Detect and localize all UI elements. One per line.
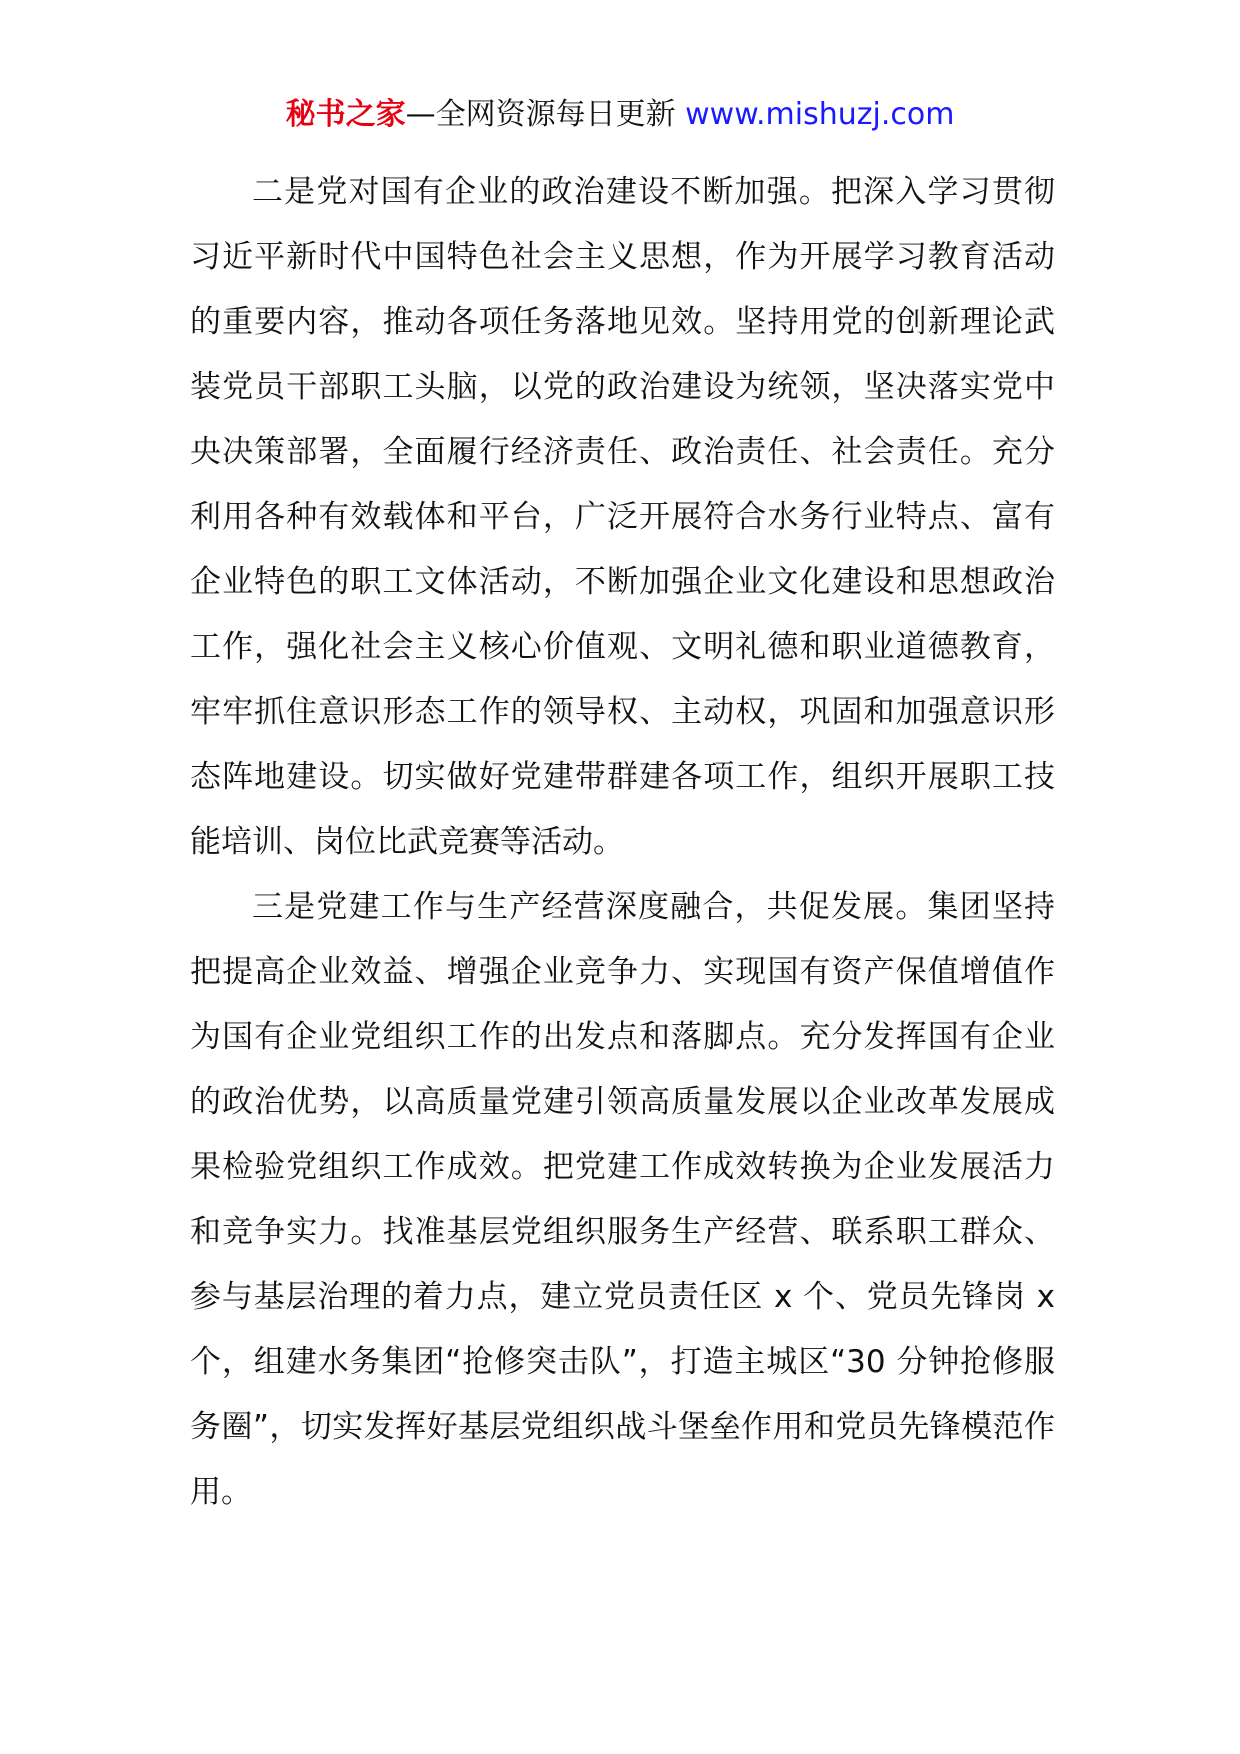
header-url[interactable]: www.mishuzj.com [685, 97, 955, 132]
page-header [0, 95, 1240, 135]
document-body [190, 160, 1055, 1525]
header-tagline: —全网资源每日更新 [405, 97, 686, 132]
brand-name: 秘书之家 [285, 97, 406, 132]
paragraph: 二是党对国有企业的政治建设不断加强。把深入学习贯彻习近平新时代中国特色社会主义思想，作为开展学习教育活动的重要内容，推动各项任务落地见效。坚持用党的创新理论武装党员干部职工头脑，以党的政治建设为统领，坚决落实党中央决策部署，全面履行经济责任、政治责任、社会责任。充分利用各种有效载体和平台，广泛开展符合水务行业特点、富有企业特色的职工文体活动，不断加强企业文化建设和思想政治工作，强化社会主义核心价值观、文明礼德和职业道德教育，牢牢抓住意识形态工作的领导权、主动权，巩固和加强意识形态阵地建设。切实做好党建带群建各项工作，组织开展职工技能培训、岗位比武竞赛等活动。 [190, 174, 1055, 860]
paragraph: 三是党建工作与生产经营深度融合，共促发展。集团坚持把提高企业效益、增强企业竞争力、实现国有资产保值增值作为国有企业党组织工作的出发点和落脚点。充分发挥国有企业的政治优势，以高质量党建引领高质量发展以企业改革发展成果检验党组织工作成效。把党建工作成效转换为企业发展活力和竞争实力。找准基层党组织服务生产经营、联系职工群众、参与基层治理的着力点，建立党员责任区 x 个、党员先锋岗 x 个，组建水务集团“抢修突击队”，打造主城区“30 分钟抢修服务圈”，切实发挥好基层党组织战斗堡垒作用和党员先锋模范作用。 [190, 889, 1055, 1510]
